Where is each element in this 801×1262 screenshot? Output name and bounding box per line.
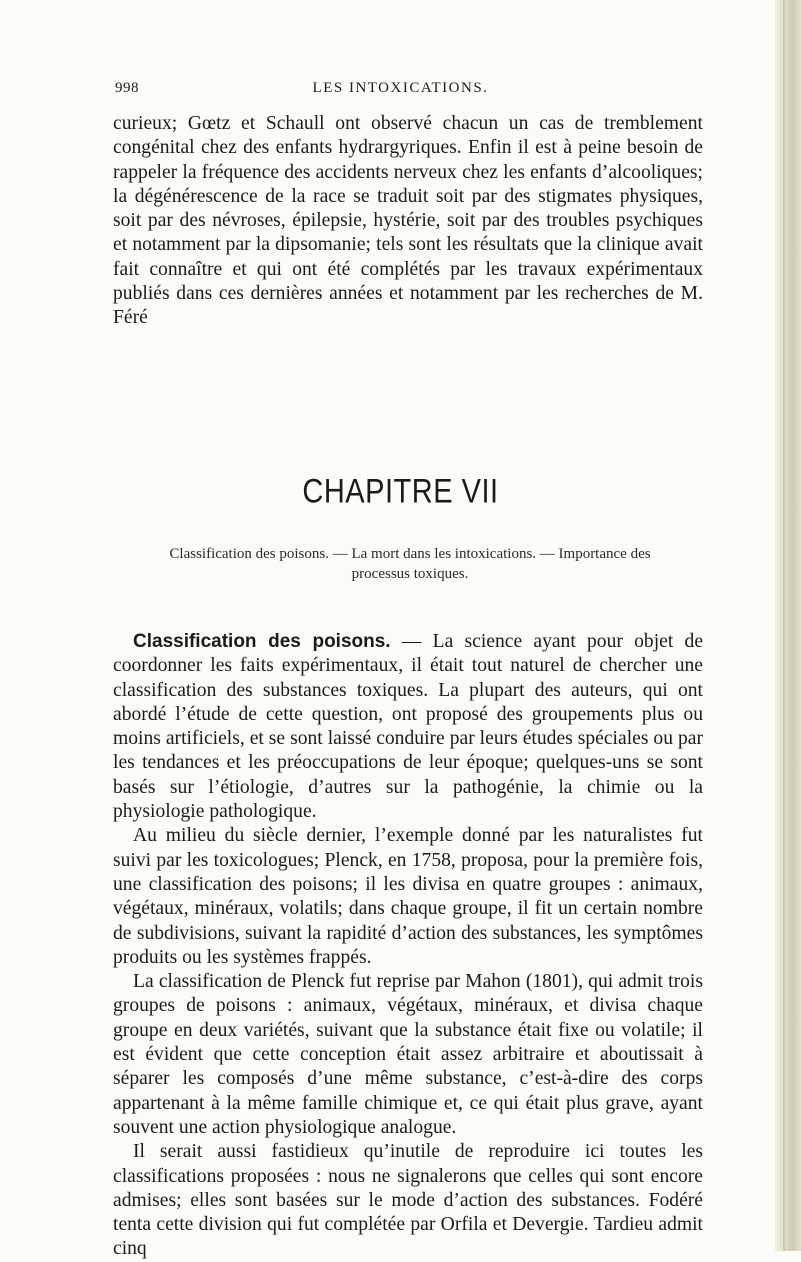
intro-text [113, 112, 703, 331]
running-title: LES INTOXICATIONS. [312, 80, 489, 96]
section-paragraph: Au milieu du siècle dernier, l’exemple donné par les naturalistes fut suivi par les toxicologues; Plenck, en 1758, proposa, pour la première fois, une classification des poisons; il les divisa en quatre groupes : animaux, végétaux, minéraux, volatils; dans chaque groupe, il fit un certain nombre de subdivisions, suivant la rapidité d’action des substances, les symptômes produits ou les systèmes frappés. [113, 825, 703, 968]
section-paragraph-text: La science ayant pour objet de coordonner les faits expérimentaux, il était tout naturel de chercher une classification des substances toxiques. La plupart des auteurs, qui ont abordé l’étude de cette question, ont proposé des groupements plus ou moins artificiels, et se sont laissé conduire par leurs études spéciales ou par les tendances et les préoccupations de leur époque; quelques-uns se sont basés sur l’étiologie, d’autres sur la pathogénie, la chimie ou la physiologie pathologique. [113, 631, 704, 823]
page-edge [775, 0, 801, 1251]
chapter-title: CHAPITRE VII [302, 473, 499, 511]
section-paragraph: La classification de Plenck fut reprise par Mahon (1801), qui admit trois groupes de poisons : animaux, végétaux, minéraux, et divisa chaque groupe en deux variétés, suivant que la substance était fixe ou volatile; il est évident que cette conception était assez arbitraire et aboutissait à séparer les composés d’une même substance, c’est-à-dire des corps appartenant à la même famille chimique et, ce qui était plus grave, ayant souvent une action physiologique analogue. [113, 971, 703, 1138]
page-header [0, 80, 801, 106]
section-paragraph [113, 630, 703, 824]
section-title: Classification des poisons. [133, 631, 391, 652]
page-number: 998 [115, 80, 139, 96]
intro-paragraph: curieux; Gœtz et Schaull ont observé chacun un cas de tremblement congénital chez des enfants hydrargyriques. Enfin il est à peine besoin de rappeler la fréquence des accidents nerveux chez les enfants d’alcooliques; la dégénérescence de la race se traduit soit par des stigmates physiques, soit par des névroses, épilepsie, hystérie, soit par des troubles psychiques et notamment par la dipsomanie; tels sont les résultats que la clinique avait fait connaître et qui ont été complétés par les travaux expérimentaux publiés dans ces dernières années et notamment par les recherches de M. Féré [113, 113, 703, 329]
section-paragraph: Il serait aussi fastidieux qu’inutile de reproduire ici toutes les classifications proposées : nous ne signalerons que celles qui sont encore admises; elles sont basées sur le mode d’action des substances. Fodéré tenta cette division qui fut complétée par Orfila et Devergie. Tardieu admit cinq [113, 1141, 703, 1260]
section-dash: — [390, 631, 433, 652]
section-body [113, 630, 703, 1262]
chapter-summary: Classification des poisons. — La mort dans les intoxications. — Importance des processus toxiques. [169, 546, 651, 582]
